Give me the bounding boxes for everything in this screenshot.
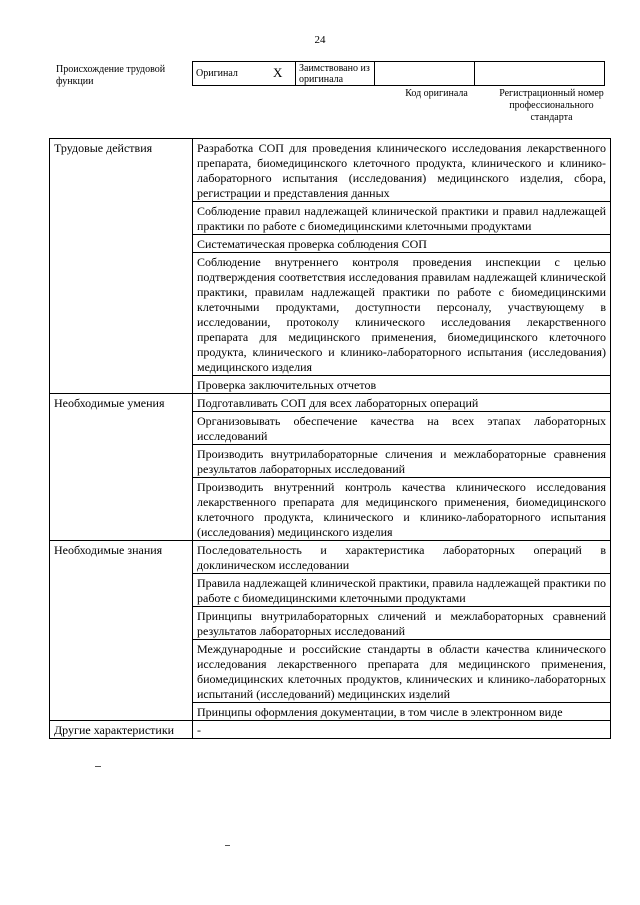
section-item: Соблюдение внутреннего контроля проведения инспекции с целью подтверждения соответствия исследования правилам надлежащей клинической практики, правилам надлежащей практики по работе с биомедицинскими клеточными продуктами, доступности персоналу, участвующему в исследовании, протоколу клинического исследования лекарственного препарата для медицинского применения, биомедицинского клеточного продукта, клинического и клинико-лабораторного испытания (исследования) медицинского изделия — [193, 253, 611, 376]
original-cell — [193, 62, 296, 86]
table-row — [50, 721, 611, 739]
section-item: Принципы оформления документации, в том числе в электронном виде — [193, 703, 611, 721]
origin-table — [192, 61, 605, 86]
section-label: Трудовые действия — [50, 139, 193, 394]
table-row — [50, 139, 611, 202]
section-item: Проверка заключительных отчетов — [193, 376, 611, 394]
scan-mark — [95, 766, 101, 767]
section-item: Принципы внутрилабораторных сличений и межлабораторных сравнений результатов лабораторных исследований — [193, 607, 611, 640]
original-mark: X — [273, 65, 283, 80]
section-item: Разработка СОП для проведения клинического исследования лекарственного препарата, биомедицинского клеточного продукта, клинического и клинико-лабораторного испытания (исследования) медицинского изделия, сбора, регистрации и представления данных — [193, 139, 611, 202]
code-cell — [375, 62, 475, 86]
origin-label: Происхождение трудовой функции — [56, 64, 166, 87]
code-original-label: Код оригинала — [405, 88, 468, 99]
reg-number-cell — [475, 62, 605, 86]
section-item: Организовывать обеспечение качества на всех этапах лабораторных исследований — [193, 412, 611, 445]
section-item: Соблюдение правил надлежащей клинической практики и правил надлежащей практики по работе с биомедицинскими клеточными продуктами — [193, 202, 611, 235]
section-item: Производить внутренний контроль качества клинического исследования лекарственного препарата для медицинского применения, биомедицинского клеточного продукта, клинического и клинико-лабораторного испытания (исследования) медицинского изделия — [193, 478, 611, 541]
section-item: Правила надлежащей клинической практики, правила надлежащей практики по работе с биомедицинскими клеточными продуктами — [193, 574, 611, 607]
function-table — [49, 138, 611, 739]
table-row — [50, 394, 611, 412]
section-label: Необходимые знания — [50, 541, 193, 721]
section-item: Последовательность и характеристика лабораторных операций в доклиническом исследовании — [193, 541, 611, 574]
reg-number-label: Регистрационный номер профессионального стандарта — [499, 88, 604, 123]
table-row — [50, 541, 611, 574]
section-item: Подготавливать СОП для всех лабораторных операций — [193, 394, 611, 412]
section-item: - — [193, 721, 611, 739]
original-label: Оригинал — [196, 68, 238, 79]
scan-mark — [225, 845, 230, 846]
section-item: Систематическая проверка соблюдения СОП — [193, 235, 611, 253]
page-number: 24 — [314, 34, 326, 46]
section-label: Необходимые умения — [50, 394, 193, 541]
section-item: Производить внутрилабораторные сличения и межлабораторные сравнения результатов лабораторных исследований — [193, 445, 611, 478]
borrowed-label: Заимствовано из оригинала — [296, 62, 375, 86]
section-item: Международные и российские стандарты в области качества клинического исследования лекарственного препарата для медицинского применения, биомедицинских клеточных продуктов, клинических и клинико-лабораторных испытаний (исследований) медицинских изделий — [193, 640, 611, 703]
section-label: Другие характеристики — [50, 721, 193, 739]
